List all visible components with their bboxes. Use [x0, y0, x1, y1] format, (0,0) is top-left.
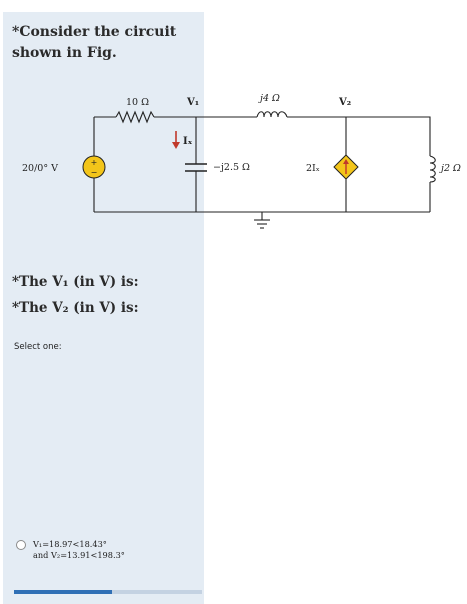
scrollbar-thumb[interactable] — [14, 590, 112, 594]
current-arrow-icon — [172, 131, 180, 149]
resistor-10ohm — [116, 112, 154, 122]
question-text — [12, 22, 202, 64]
dependent-source — [334, 155, 358, 179]
current-ix-label: Iₓ — [183, 136, 193, 147]
resistor-label: 10 Ω — [126, 97, 149, 108]
question-v2: *The V₂ (in V) is: — [12, 300, 139, 316]
radio-button[interactable] — [16, 540, 26, 550]
inductor-j4-label: j4 Ω — [260, 93, 280, 104]
option-label: V₁=18.97<18.43° and V₂=13.91<198.3° — [33, 539, 125, 560]
inductor-j2 — [430, 156, 435, 182]
capacitor-label: −j2.5 Ω — [213, 162, 250, 173]
answer-option[interactable] — [16, 539, 202, 563]
source-label: 20/0° V — [22, 163, 58, 174]
node-v2-label: V₂ — [339, 97, 352, 108]
question-line-2: shown in Fig. — [12, 45, 117, 61]
voltage-source — [83, 156, 105, 178]
dependent-source-label: 2Iₓ — [306, 163, 320, 174]
svg-text:−: − — [90, 168, 98, 177]
inductor-j2-label: j2 Ω — [441, 163, 461, 174]
select-one-label: Select one: — [14, 342, 62, 352]
horizontal-scrollbar[interactable] — [14, 590, 202, 594]
node-v1-label: V₁ — [187, 97, 200, 108]
question-v1: *The V₁ (in V) is: — [12, 274, 139, 290]
svg-text:+: + — [90, 158, 98, 167]
question-line-1: *Consider the circuit — [12, 24, 177, 40]
ground-symbol — [254, 220, 270, 228]
inductor-j4 — [257, 112, 287, 117]
capacitor — [185, 164, 207, 171]
circuit-diagram — [0, 78, 467, 238]
